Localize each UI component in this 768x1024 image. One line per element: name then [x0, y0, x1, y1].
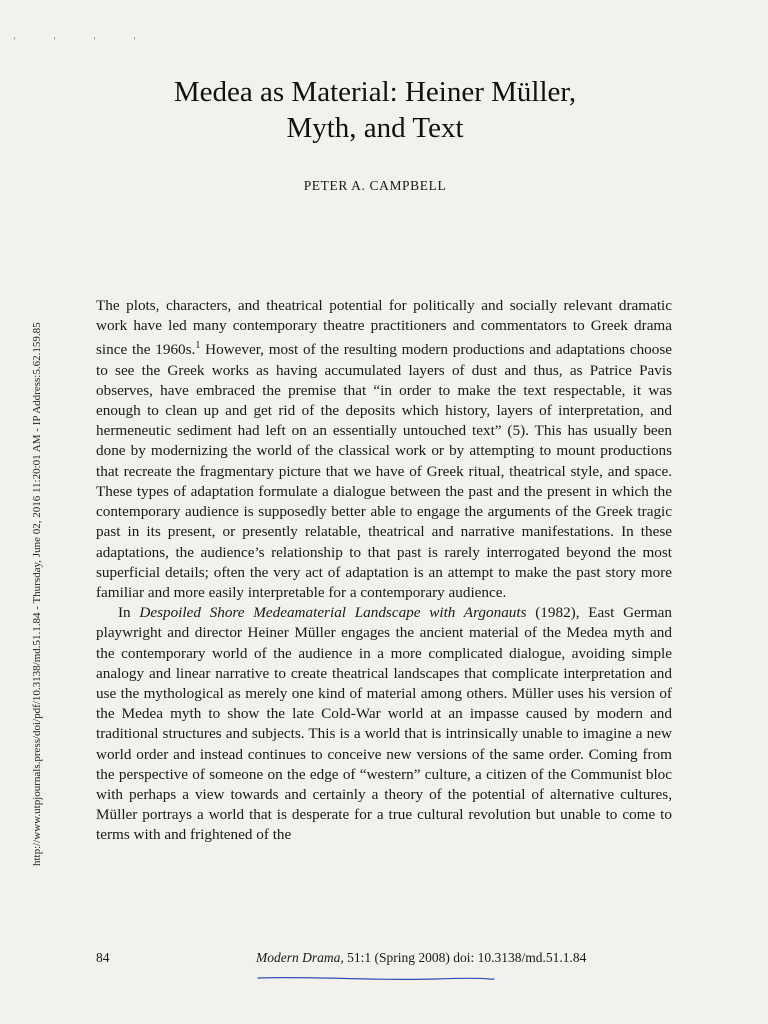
paragraph-2-lead: In — [118, 604, 140, 622]
journal-name: Modern Drama, — [256, 950, 344, 965]
paragraph-2-rest: (1982), East German playwright and director Heiner Müller engages the ancient material of the Medea myth and the contemporary world of the audience in a more complicated dialogue, avoiding simple analogy and linear narrative to create theatrical landscapes that complicate interpretation and use the mythological as merely one kind of material among others. Müller uses his version of the Medea myth to show the late Cold-War world at an impasse caused by modern and traditional structures and subjects. This is a world that is intrinsically unable to imagine a new world order and instead continues to conceive new versions of the same order. Coming from the perspective of someone on the edge of “western” culture, a citizen of the Communist bloc with perhaps a view towards and certainly a theory of the potential of alternative cultures, Müller portrays a world that is desperate for a true cultural revolution but unable to come to terms with and frightened of the — [96, 604, 672, 844]
doi-text: doi: 10.3138/md.51.1.84 — [449, 950, 587, 965]
paragraph-1-end: However, most of the resulting modern productions and adaptations choose to see the Greek works as having accumulated layers of dust and thus, as Patrice Pavis observes, have embraced the premise that “in order to make the text respectable, it was enough to clean up and get rid of the deposits which history, layers of interpretation, and hermeneutic sediment had left on an essentially untouched text” (5). This has usually been done by modernizing the world of the classical work or by attempting to mount productions that recreate the fragmentary picture that we have of Greek ritual, theatrical style, and space. These types of adaptation formulate a dialogue between the past and the present in which the contemporary audience is supposedly better able to engage the arguments of the Greek tragic past in its present, or presently relatable, theatrical and narrative manifestations. In these adaptations, the audience’s relationship to that past is rarely interrogated beyond the most superficial details; often the very act of adaptation is an attempt to make the past story more familiar and more easily interpretable for a contemporary audience. — [96, 341, 673, 601]
paragraph-1 — [96, 296, 672, 603]
author-name: PETER A. CAMPBELL — [303, 178, 447, 193]
work-title: Despoiled Shore Medeamaterial Landscape with Argonauts — [139, 604, 527, 622]
pen-underline — [256, 974, 496, 984]
footnote-marker[interactable]: 1 — [195, 340, 201, 352]
paragraph-1-start: The plots, characters, and theatrical potential for politically and socially relevant dramatic work have led many contemporary theatre practitioners and commentators to Greek drama since the 1960s. — [96, 297, 672, 359]
download-stamp: http://www.utpjournals.press/doi/pdf/10.3138/md.51.1.84 - Thursday, June 02, 2016 11:20:01 AM - IP Address:5.62.159.85 — [31, 322, 43, 866]
journal-citation — [256, 950, 586, 966]
journal-issue: 51:1 (Spring 2008) — [343, 950, 450, 965]
article-title-line-1: Medea as Material: Heiner Müller, — [173, 76, 577, 108]
article-title-line-2: Myth, and Text — [286, 112, 464, 144]
article-body — [96, 296, 672, 846]
pen-stroke — [258, 978, 494, 980]
scan-marks: ' ' ' ' — [14, 36, 154, 46]
paragraph-2 — [96, 603, 672, 845]
page-number: 84 — [96, 950, 110, 965]
article-title — [120, 74, 630, 146]
